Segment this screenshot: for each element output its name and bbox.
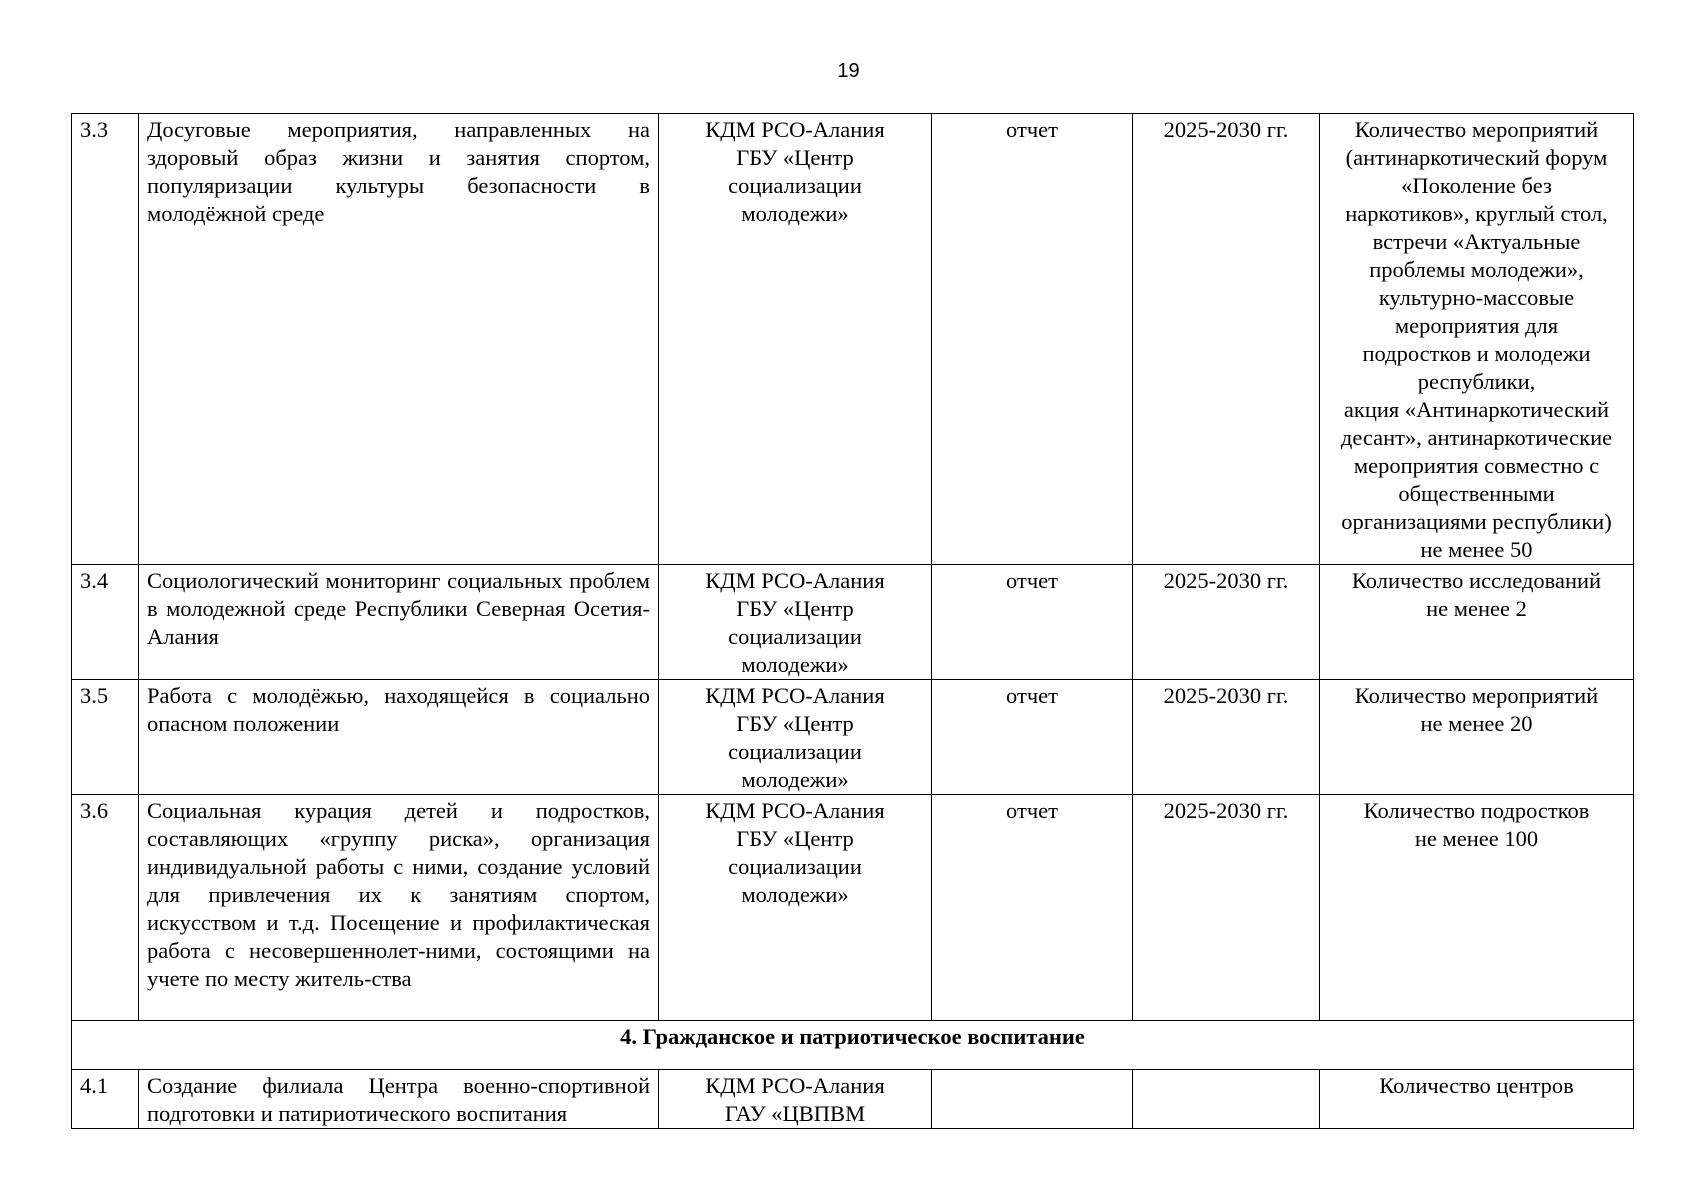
activity-description: Создание филиала Центра военно-спортивной подготовки и патириотического воспитания [139, 1070, 659, 1129]
table-row [72, 795, 1634, 1021]
executor-line: ГАУ «ЦВПВМ [724, 1101, 866, 1126]
indicator-cell [1320, 1070, 1634, 1129]
executor-cell [659, 680, 932, 795]
report-form [932, 1070, 1133, 1129]
section-header-row [72, 1021, 1634, 1070]
executor-line: социализации [728, 854, 862, 879]
row-number: 4.1 [72, 1070, 139, 1129]
executor-cell [659, 114, 932, 565]
row-number: 3.6 [72, 795, 139, 1021]
period [1133, 1070, 1320, 1129]
indicator-cell [1320, 795, 1634, 1021]
row-number: 3.3 [72, 114, 139, 565]
executor-line: КДМ РСО-Алания [705, 683, 885, 708]
indicator-line: мероприятия совместно с [1353, 453, 1600, 478]
executor-line: социализации [728, 624, 862, 649]
indicator-line: республики, [1417, 369, 1536, 394]
indicator-line: десант», антинаркотические [1340, 425, 1613, 450]
indicator-line: не менее 2 [1426, 596, 1527, 621]
indicator-line: проблемы молодежи», [1369, 257, 1584, 282]
executor-line: социализации [728, 739, 862, 764]
activity-description: Досуговые мероприятия, направленных на здоровый образ жизни и занятия спортом, популяризации культуры безопасности в молодёжной среде [139, 114, 659, 565]
activity-description: Социологический мониторинг социальных проблем в молодежной среде Республики Северная Осетия-Алания [139, 565, 659, 680]
executor-line: молодежи» [741, 882, 849, 907]
executor-line: молодежи» [741, 652, 849, 677]
indicator-line: Количество центров [1379, 1073, 1574, 1098]
section-title: 4. Гражданское и патриотическое воспитание [72, 1021, 1634, 1070]
row-number: 3.5 [72, 680, 139, 795]
page-number: 19 [837, 60, 860, 82]
report-form: отчет [932, 795, 1133, 1021]
executor-line: КДМ РСО-Алания [705, 798, 885, 823]
indicator-line: подростков и молодежи [1362, 341, 1591, 366]
indicator-line: организациями республики) [1341, 509, 1612, 534]
executor-line: КДМ РСО-Алания [705, 568, 885, 593]
indicator-line: Количество мероприятий [1354, 683, 1599, 708]
period: 2025-2030 гг. [1133, 795, 1320, 1021]
executor-line: КДМ РСО-Алания [705, 117, 885, 142]
activity-description: Социальная курация детей и подростков, составляющих «группу риска», организация индивидуальной работы с ними, создание условий для привлечения их к занятиям спортом, искусством и т.д. Посещение и профилактическая работа с несовершеннолет-ними, состоящими на учете по месту житель-ства [139, 795, 659, 1021]
table-row [72, 680, 1634, 795]
indicator-line: Количество мероприятий [1354, 117, 1599, 142]
indicator-cell [1320, 565, 1634, 680]
executor-line: КДМ РСО-Алания [705, 1073, 885, 1098]
indicator-line: не менее 20 [1420, 711, 1533, 736]
table-row [72, 565, 1634, 680]
executor-line: социализации [728, 173, 862, 198]
indicator-line: наркотиков», круглый стол, [1345, 201, 1608, 226]
activities-table [71, 113, 1634, 1129]
report-form: отчет [932, 114, 1133, 565]
indicator-line: встречи «Актуальные [1372, 229, 1581, 254]
executor-line: молодежи» [741, 767, 849, 792]
executor-line: ГБУ «Центр [736, 826, 854, 851]
report-form: отчет [932, 680, 1133, 795]
indicator-line: акция «Антинаркотический [1343, 397, 1610, 422]
indicator-line: культурно-массовые [1378, 285, 1575, 310]
indicator-line: «Поколение без [1401, 173, 1552, 198]
period: 2025-2030 гг. [1133, 114, 1320, 565]
indicator-line: (антинаркотический форум [1345, 145, 1608, 170]
period: 2025-2030 гг. [1133, 565, 1320, 680]
period: 2025-2030 гг. [1133, 680, 1320, 795]
executor-line: ГБУ «Центр [736, 711, 854, 736]
executor-line: молодежи» [741, 201, 849, 226]
indicator-line: не менее 50 [1420, 537, 1533, 562]
executor-line: ГБУ «Центр [736, 145, 854, 170]
row-number: 3.4 [72, 565, 139, 680]
report-form: отчет [932, 565, 1133, 680]
activity-description: Работа с молодёжью, находящейся в социально опасном положении [139, 680, 659, 795]
executor-cell [659, 1070, 932, 1129]
indicator-line: Количество подростков [1363, 798, 1590, 823]
indicator-line: Количество исследований [1351, 568, 1602, 593]
indicator-cell [1320, 680, 1634, 795]
indicator-line: общественными [1398, 481, 1555, 506]
indicator-cell [1320, 114, 1634, 565]
table-row [72, 1070, 1634, 1129]
table-row [72, 114, 1634, 565]
executor-cell [659, 795, 932, 1021]
executor-line: ГБУ «Центр [736, 596, 854, 621]
indicator-line: не менее 100 [1414, 826, 1539, 851]
indicator-line: мероприятия для [1394, 313, 1559, 338]
executor-cell [659, 565, 932, 680]
